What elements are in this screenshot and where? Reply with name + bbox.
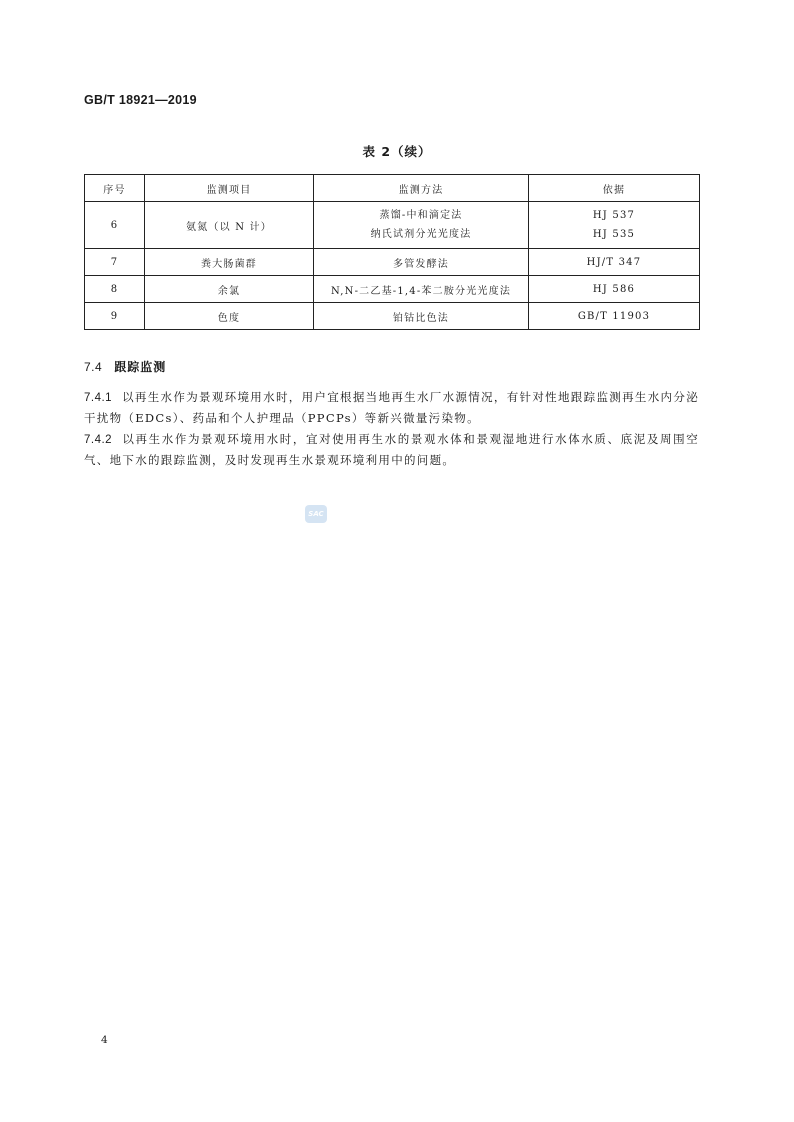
method-line: 纳氏试剂分光光度法 (370, 229, 472, 240)
section-heading (84, 358, 166, 375)
cell-basis (529, 202, 700, 249)
column-header-item: 监测项目 (145, 175, 314, 202)
cell-method: 多管发酵法 (314, 249, 529, 276)
clause-text: 以再生水作为景观环境用水时，宜对使用再生水的景观水体和景观湿地进行水体水质、底泥及周围空气、地下水的跟踪监测，及时发现再生水景观环境利用中的问题。 (84, 432, 699, 467)
cell-item: 粪大肠菌群 (145, 249, 314, 276)
table-row (85, 276, 700, 303)
section-title: 跟踪监测 (114, 360, 167, 374)
column-header-basis: 依据 (529, 175, 700, 202)
standard-code: GB/T 18921—2019 (84, 93, 197, 107)
cell-basis: GB/T 11903 (529, 303, 700, 330)
cell-item: 色度 (145, 303, 314, 330)
clause-number: 7.4.1 (84, 392, 113, 404)
cell-no: 9 (85, 303, 145, 330)
cell-no: 7 (85, 249, 145, 276)
cell-item: 氨氮（以 N 计） (145, 202, 314, 249)
clause-paragraph (84, 429, 699, 470)
basis-line: HJ 537 (592, 210, 636, 221)
table-row (85, 202, 700, 249)
monitoring-table (84, 174, 700, 330)
table-row (85, 249, 700, 276)
cell-method (314, 202, 529, 249)
sac-watermark-logo: SAC (305, 505, 327, 523)
column-header-method: 监测方法 (314, 175, 529, 202)
cell-basis: HJ 586 (529, 276, 700, 303)
cell-method: N,N-二乙基-1,4-苯二胺分光光度法 (314, 276, 529, 303)
column-header-no: 序号 (85, 175, 145, 202)
table-row (85, 303, 700, 330)
section-number: 7.4 (84, 360, 103, 374)
table-title: 表 2（续） (362, 144, 432, 159)
method-line: 蒸馏-中和滴定法 (379, 210, 463, 221)
clause-number: 7.4.2 (84, 434, 113, 446)
cell-no: 6 (85, 202, 145, 249)
basis-line: HJ 535 (592, 229, 636, 240)
clause-paragraph (84, 387, 699, 428)
cell-method: 铂钴比色法 (314, 303, 529, 330)
clause-text: 以再生水作为景观环境用水时，用户宜根据当地再生水厂水源情况，有针对性地跟踪监测再生水内分泌干扰物（EDCs）、药品和个人护理品（PPCPs）等新兴微量污染物。 (84, 390, 699, 425)
cell-item: 余氯 (145, 276, 314, 303)
table-header-row (85, 175, 700, 202)
cell-basis: HJ/T 347 (529, 249, 700, 276)
cell-no: 8 (85, 276, 145, 303)
page-number: 4 (101, 1034, 108, 1046)
